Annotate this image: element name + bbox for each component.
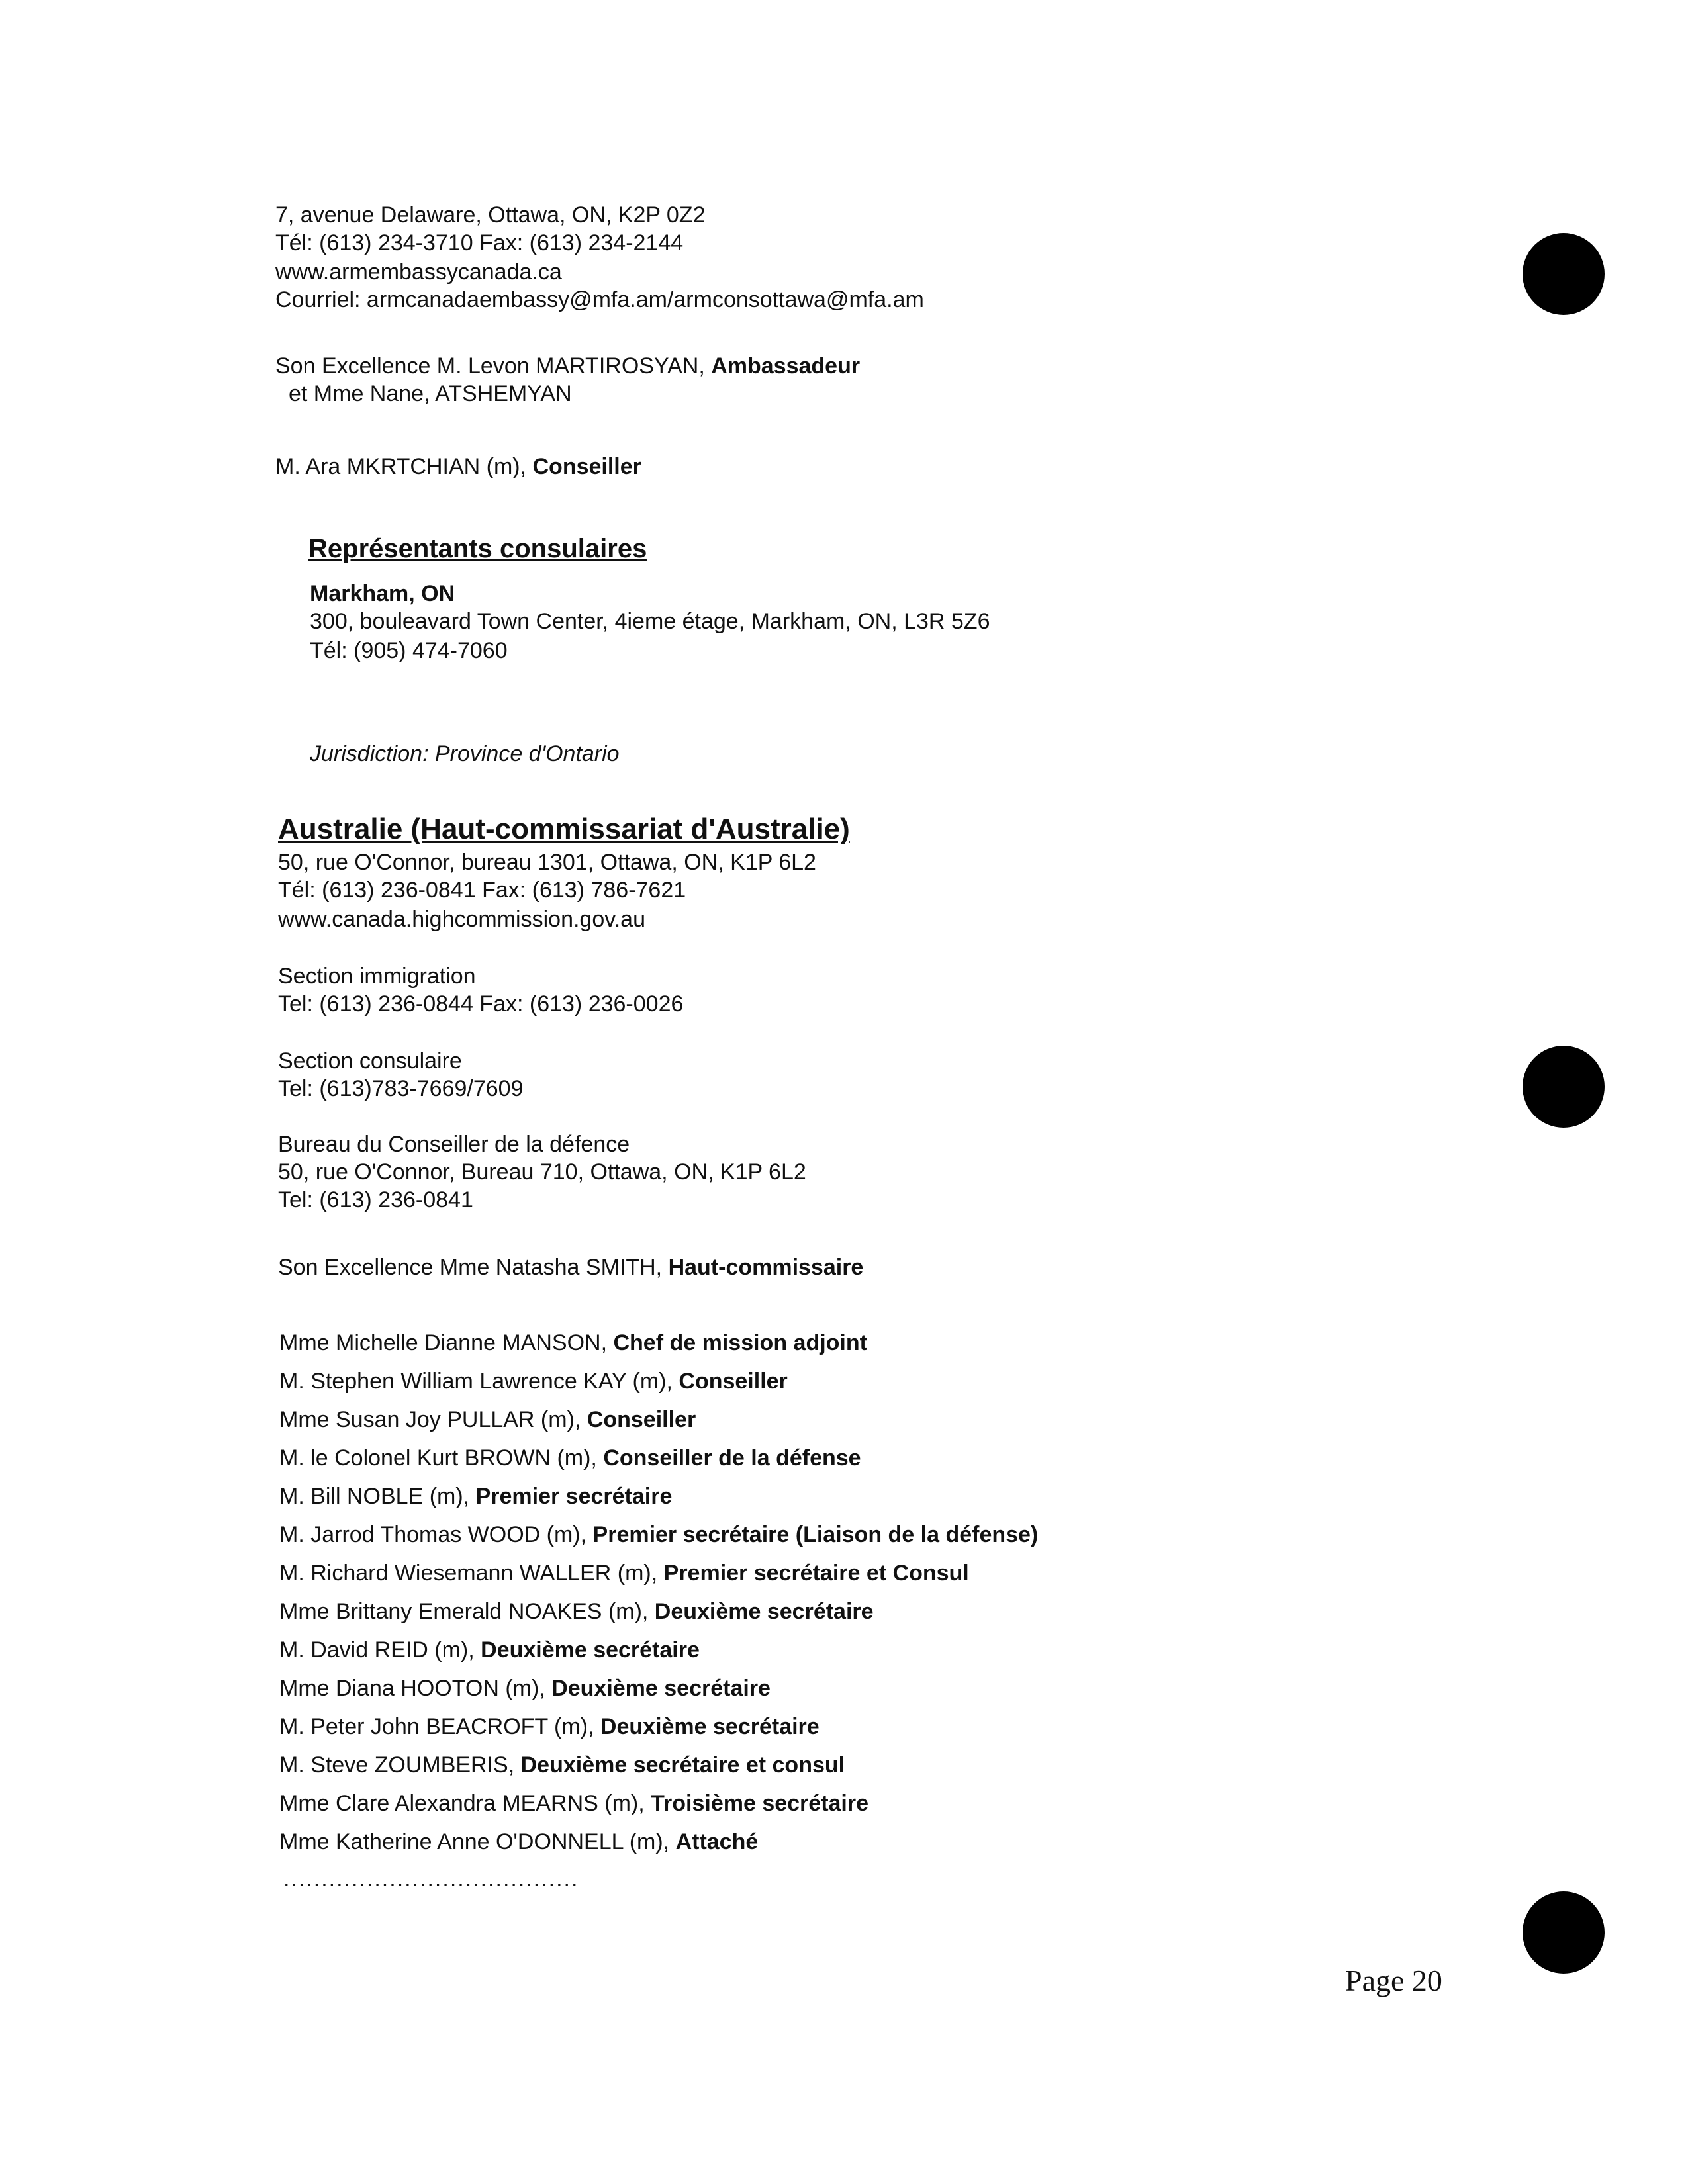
australia-address: 50, rue O'Connor, bureau 1301, Ottawa, ON, K1P 6L2 [278, 850, 816, 875]
staff-row [279, 1790, 868, 1817]
australia-website: www.canada.highcommission.gov.au [278, 907, 645, 932]
punch-hole-top [1523, 233, 1605, 315]
staff-title: Conseiller de la défense [603, 1445, 861, 1471]
staff-title: Deuxième secrétaire et consul [520, 1752, 845, 1778]
armenia-spouse: et Mme Nane, ATSHEMYAN [289, 381, 572, 406]
staff-row [279, 1559, 969, 1587]
consular-phone: Tél: (905) 474-7060 [310, 638, 508, 663]
person-name: Son Excellence M. Levon MARTIROSYAN, [275, 353, 712, 379]
staff-name: M. Peter John BEACROFT (m), [279, 1714, 600, 1739]
staff-title: Premier secrétaire [475, 1484, 673, 1509]
staff-row [279, 1713, 820, 1741]
staff-row [279, 1828, 758, 1856]
staff-name: M. Stephen William Lawrence KAY (m), [279, 1369, 679, 1394]
staff-name: M. le Colonel Kurt BROWN (m), [279, 1445, 604, 1471]
staff-row [279, 1367, 788, 1395]
person-name: Son Excellence Mme Natasha SMITH, [278, 1255, 669, 1280]
staff-title: Attaché [675, 1829, 759, 1854]
high-commissioner [278, 1253, 863, 1281]
staff-title: Troisième secrétaire [651, 1791, 869, 1816]
person-title: Ambassadeur [711, 353, 861, 379]
staff-name: M. Jarrod Thomas WOOD (m), [279, 1522, 593, 1547]
staff-row [279, 1406, 696, 1433]
immigration-phone: Tel: (613) 236-0844 Fax: (613) 236-0026 [278, 991, 684, 1017]
staff-row [279, 1482, 672, 1510]
dotted-separator: ....................................... [283, 1866, 579, 1891]
armenia-phone: Tél: (613) 234-3710 Fax: (613) 234-2144 [275, 230, 684, 255]
staff-name: Mme Diana HOOTON (m), [279, 1676, 552, 1701]
staff-name: M. Richard Wiesemann WALLER (m), [279, 1561, 664, 1586]
staff-title: Deuxième secrétaire [654, 1599, 874, 1624]
defence-label: Bureau du Conseiller de la défence [278, 1132, 630, 1157]
page-number: Page 20 [1345, 1964, 1442, 1997]
staff-name: Mme Katherine Anne O'DONNELL (m), [279, 1829, 676, 1854]
australia-heading: Australie (Haut-commissariat d'Australie) [278, 813, 850, 845]
staff-row [279, 1444, 861, 1472]
staff-row [279, 1598, 874, 1625]
staff-name: Mme Brittany Emerald NOAKES (m), [279, 1599, 655, 1624]
staff-title: Premier secrétaire (Liaison de la défense) [592, 1522, 1039, 1547]
punch-hole-bottom [1523, 1891, 1605, 1974]
australia-phone: Tél: (613) 236-0841 Fax: (613) 786-7621 [278, 878, 686, 903]
staff-row [279, 1329, 867, 1357]
defence-address: 50, rue O'Connor, Bureau 710, Ottawa, ON, K1P 6L2 [278, 1160, 806, 1185]
consular-section-label: Section consulaire [278, 1048, 462, 1073]
staff-name: M. Bill NOBLE (m), [279, 1484, 476, 1509]
staff-name: M. Steve ZOUMBERIS, [279, 1752, 521, 1778]
staff-row [279, 1521, 1038, 1549]
consular-heading: Représentants consulaires [308, 534, 647, 563]
staff-row [279, 1674, 771, 1702]
immigration-label: Section immigration [278, 964, 476, 989]
staff-title: Chef de mission adjoint [613, 1330, 867, 1355]
person-title: Haut-commissaire [668, 1255, 864, 1280]
staff-name: Mme Susan Joy PULLAR (m), [279, 1407, 587, 1432]
consular-city: Markham, ON [310, 581, 455, 606]
armenia-address: 7, avenue Delaware, Ottawa, ON, K2P 0Z2 [275, 203, 706, 228]
consular-jurisdiction: Jurisdiction: Province d'Ontario [310, 741, 620, 766]
punch-hole-middle [1523, 1046, 1605, 1128]
staff-name: Mme Clare Alexandra MEARNS (m), [279, 1791, 651, 1816]
person-name: M. Ara MKRTCHIAN (m), [275, 454, 533, 479]
consular-address: 300, bouleavard Town Center, 4ieme étage, Markham, ON, L3R 5Z6 [310, 609, 990, 634]
armenia-counsellor [275, 453, 641, 480]
staff-title: Deuxième secrétaire [481, 1637, 700, 1662]
person-title: Conseiller [532, 454, 641, 479]
defence-phone: Tel: (613) 236-0841 [278, 1187, 473, 1212]
armenia-website: www.armembassycanada.ca [275, 259, 562, 285]
consular-section-phone: Tel: (613)783-7669/7609 [278, 1076, 524, 1101]
staff-name: Mme Michelle Dianne MANSON, [279, 1330, 614, 1355]
staff-title: Conseiller [679, 1369, 788, 1394]
armenia-email: Courriel: armcanadaembassy@mfa.am/armconsottawa@mfa.am [275, 287, 924, 312]
staff-title: Conseiller [586, 1407, 696, 1432]
staff-row [279, 1636, 700, 1664]
staff-title: Deuxième secrétaire [551, 1676, 771, 1701]
armenia-ambassador [275, 352, 860, 380]
staff-title: Deuxième secrétaire [600, 1714, 820, 1739]
staff-name: M. David REID (m), [279, 1637, 481, 1662]
staff-row [279, 1751, 845, 1779]
staff-title: Premier secrétaire et Consul [663, 1561, 969, 1586]
